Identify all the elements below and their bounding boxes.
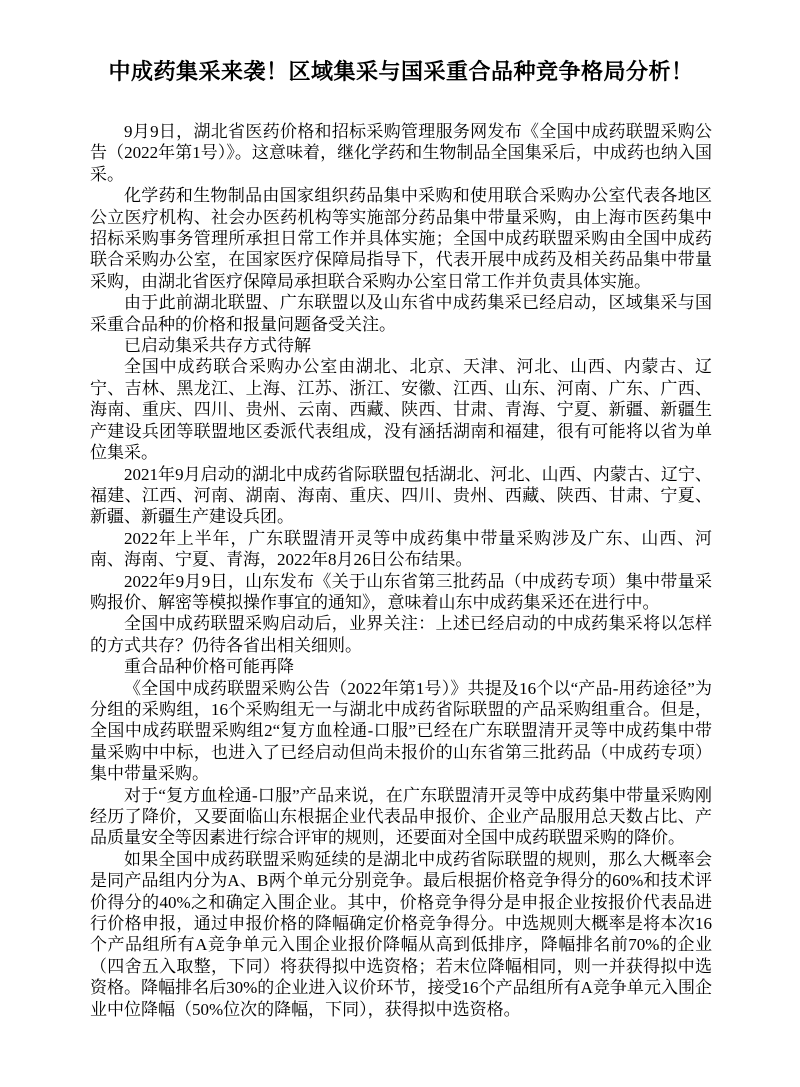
paragraph: 如果全国中成药联盟采购延续的是湖北中成药省际联盟的规则，那么大概率会是同产品组内分为A、B两个单元分别竞争。最后根据价格竞争得分的60%和技术评价得分的40%之和确定入围企业。其中，价格竞争得分是申报企业按报价代表品进行价格申报，通过申报价格的降幅确定价格竞争得分。中选规则大概率是将本次16个产品组所有A竞争单元入围企业报价降幅从高到低排序，降幅排名前70%的企业（四舍五入取整，下同）将获得拟中选资格；若末位降幅相同，则一并获得拟中选资格。降幅排名后30%的企业进入议价环节，接受16个产品组所有A竞争单元入围企业中位降幅（50%位次的降幅，下同），获得拟中选资格。 — [90, 849, 712, 1019]
paragraph: 化学药和生物制品由国家组织药品集中采购和使用联合采购办公室代表各地区公立医疗机构、社会办医药机构等实施部分药品集中带量采购，由上海市医药集中招标采购事务管理所承担日常工作并具体实施；全国中成药联盟采购由全国中成药联合采购办公室，在国家医疗保障局指导下，代表开展中成药及相关药品集中带量采购，由湖北省医疗保障局承担联合采购办公室日常工作并负责具体实施。 — [90, 186, 712, 291]
document-title: 中成药集采来袭！区域集采与国采重合品种竞争格局分析！ — [108, 59, 694, 84]
paragraph: 《全国中成药联盟采购公告（2022年第1号）》共提及16个以“产品-用药途径”为分组的采购组，16个采购组无一与湖北中成药省际联盟的产品采购组重合。但是，全国中成药联盟采购组2“复方血栓通-口服”已经在广东联盟清开灵等中成药集中带量采购中中标，也进入了已经启动但尚未报价的山东省第三批药品（中成药专项）集中带量采购。 — [90, 678, 712, 784]
paragraph: 2022年9月9日，山东发布《关于山东省第三批药品（中成药专项）集中带量采购报价、解密等模拟操作事宜的通知》，意味着山东中成药集采还在进行中。 — [90, 571, 712, 612]
paragraph: 对于“复方血栓通-口服”产品来说，在广东联盟清开灵等中成药集中带量采购刚经历了降价，又要面临山东根据企业代表品申报价、企业产品服用总天数占比、产品质量安全等因素进行综合评审的规则，还要面对全国中成药联盟采购的降价。 — [90, 785, 712, 848]
paragraph: 9月9日，湖北省医药价格和招标采购管理服务网发布《全国中成药联盟采购公告（2022年第1号）》。这意味着，继化学药和生物制品全国集采后，中成药也纳入国采。 — [90, 122, 712, 184]
paragraph: 由于此前湖北联盟、广东联盟以及山东省中成药集采已经启动，区域集采与国采重合品种的价格和报量问题备受关注。 — [90, 293, 712, 334]
paragraph: 全国中成药联合采购办公室由湖北、北京、天津、河北、山西、内蒙古、辽宁、吉林、黑龙江、上海、江苏、浙江、安徽、江西、山东、河南、广东、广西、海南、重庆、四川、贵州、云南、西藏、陕西、甘肃、青海、宁夏、新疆、新疆生产建设兵团等联盟地区委派代表组成，没有涵括湖南和福建，很有可能将以省为单位集采。 — [90, 357, 712, 463]
paragraph: 全国中成药联盟采购启动后，业界关注：上述已经启动的中成药集采将以怎样的方式共存？仍待各省出相关细则。 — [90, 614, 712, 655]
section-subheading: 重合品种价格可能再降 — [124, 657, 294, 677]
document-body — [90, 121, 712, 1020]
paragraph: 2022年上半年，广东联盟清开灵等中成药集中带量采购涉及广东、山西、河南、海南、宁夏、青海，2022年8月26日公布结果。 — [90, 528, 712, 570]
section-subheading: 已启动集采共存方式待解 — [124, 336, 311, 356]
paragraph: 2021年9月启动的湖北中成药省际联盟包括湖北、河北、山西、内蒙古、辽宁、福建、江西、河南、湖南、海南、重庆、四川、贵州、西藏、陕西、甘肃、宁夏、新疆、新疆生产建设兵团。 — [90, 464, 712, 527]
